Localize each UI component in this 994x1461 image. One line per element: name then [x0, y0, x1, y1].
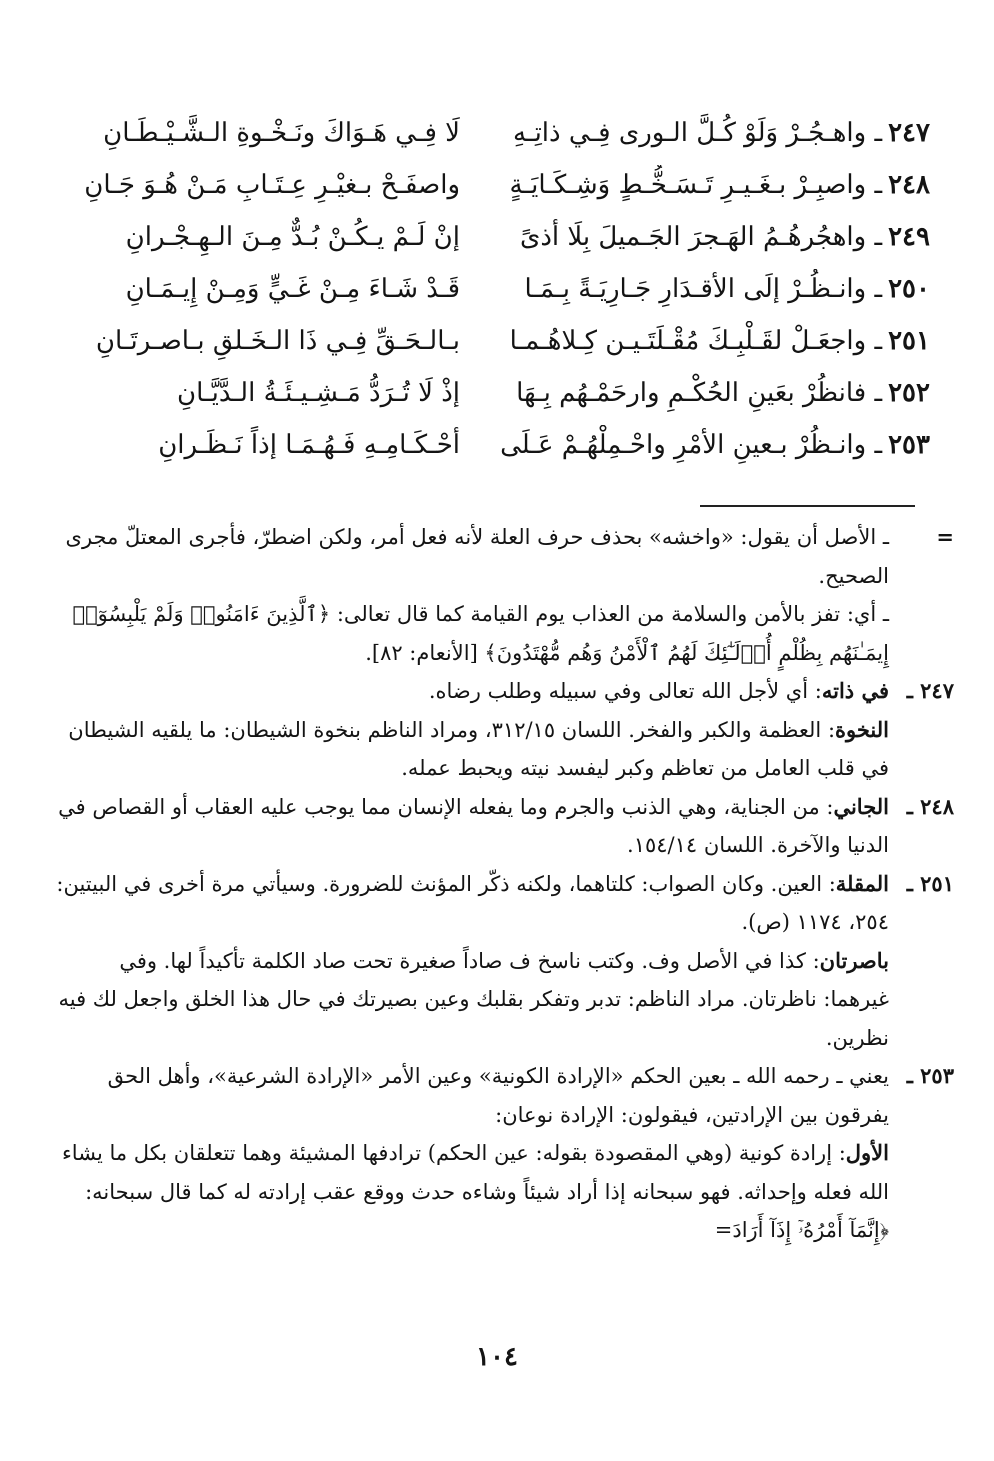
verse-number: ٢٥١: [888, 326, 930, 356]
continuation-mark: =: [936, 524, 954, 549]
poem-verses: [40, 105, 930, 469]
verse-number: ٢٤٩: [888, 222, 930, 252]
footnote-number: ٢٥١ ـ: [906, 870, 954, 896]
footnote-term: الأول: [845, 1140, 889, 1165]
verse-second-hemistich: إذْ لَا تُـرَدُّ مَـشِـيـئَـةُ الـدَّيَّـانِ: [177, 378, 460, 408]
verse-text: ـ وانـظُـرْ إلَى الأقـدَارِ جَـارِيَـةً بِـمَـا: [524, 274, 883, 304]
verse-first-hemistich: [490, 321, 930, 361]
footnote-247-continued: [54, 711, 954, 788]
verse-number: ٢٥٢: [888, 378, 930, 408]
footnote-text: : من الجناية، وهي الذنب والجرم وما يفعله الإنسان مما يوجب عليه العقاب أو القصاص في الدنيا والآخرة. اللسان ١٥٤/١٤.: [58, 794, 889, 857]
footnote-term: النخوة: [835, 716, 889, 742]
verse-first-hemistich: [490, 373, 930, 413]
verse-second-hemistich: إنْ لَـمْ يـكُـنْ بُـدٌّ مِـنَ الـهِـجْـرانِ: [125, 222, 460, 252]
footnote-term: باصرتان: [819, 947, 889, 973]
verse-text: ـ وانـظُرْ بـعينِ الأمْرِ واحْـمِلْهُـمْ عَـلَى: [500, 430, 883, 460]
verse-250: [40, 261, 930, 313]
verse-text: ـ واجعَـلْ لقَـلْبِـكَ مُقْـلَتَـيـن كِـلاهُـمـا: [509, 326, 883, 356]
verse-249: [40, 209, 930, 261]
verse-first-hemistich: [490, 269, 930, 309]
footnote-text: يعني ـ رحمه الله ـ بعين الحكم «الإرادة الكونية» وعين الأمر «الإرادة الشرعية»، وأهل الحق يفرقون بين الإرادتين، فيقولون: الإرادة نوعان:: [107, 1064, 889, 1127]
verse-first-hemistich: [490, 217, 930, 257]
verse-247: [40, 105, 930, 157]
footnote-253-continued: [54, 1134, 954, 1250]
verse-first-hemistich: [490, 165, 930, 205]
verse-second-hemistich: لَا فِـي هَـوَاكَ ونَـخْـوةِ الـشَّـيْـطَـانِ: [103, 118, 460, 148]
footnote-separator: [700, 505, 915, 507]
footnotes: [54, 518, 954, 1250]
verse-number: ٢٤٨: [888, 170, 930, 200]
footnote-text: : كذا في الأصل وف. وكتب ناسخ ف صاداً صغيرة تحت صاد الكلمة تأكيداً لها. وفي غيرهما: ناظرتان. مراد الناظم: تدبر وتفكر بقلبك وعين بصيرتك في حال هذا الخلق واجعل لك فيه نظرين.: [58, 948, 889, 1050]
verse-253: [40, 417, 930, 469]
footnote-253: [54, 1057, 954, 1134]
verse-248: [40, 157, 930, 209]
verse-text: ـ واهجُرهُـمُ الهَـجرَ الجَـميلَ بِلَا أذىً: [520, 222, 883, 252]
verse-number: ٢٤٧: [888, 118, 930, 148]
footnote-251: [54, 865, 954, 942]
verse-number: ٢٥٠: [888, 274, 930, 304]
verse-second-hemistich: بـالـحَـقِّ فِـي ذَا الـخَـلقِ بـاصـرتَـانِ: [95, 326, 460, 356]
verse-251: [40, 313, 930, 365]
verse-first-hemistich: [490, 425, 930, 465]
page-number: ١٠٤: [476, 1342, 518, 1372]
footnote-number: ٢٤٨ ـ: [906, 793, 954, 819]
verse-first-hemistich: [490, 113, 930, 153]
footnote-text: : إرادة كونية (وهي المقصودة بقوله: عين الحكم) ترادفها المشيئة وهما تتعلقان بكل ما يشاء الله فعله وإحداثه. فهو سبحانه إذا أراد شيئاً وشاءه حدث ووقع عقب إرادته له كما قال سبحانه: ﴿إِنَّمَآ أَمْرُهُۥٓ إِذَآ أَرَادَ=: [61, 1141, 889, 1242]
verse-text: ـ فانظُرْ بعَينِ الحُكْـمِ وارحَمْـهُم بِـهَا: [516, 378, 883, 408]
footnote-number: ٢٤٧ ـ: [906, 678, 954, 703]
footnote-term: المقلة: [835, 870, 889, 896]
footnote-248: [54, 788, 954, 865]
footnote-continuation: [54, 518, 954, 672]
footnote-number: ٢٥٣ ـ: [906, 1063, 954, 1088]
verse-second-hemistich: واصفَـحْ بـغيْـرِ عِـتَـابِ مَـنْ هُـوَ جَـانِ: [84, 170, 460, 200]
footnote-text: : العين. وكان الصواب: كلتاهما، ولكنه ذكّر المؤنث للضرورة. وسيأتي مرة أخرى في البيتين: ٢٥٤، ١١٧٤ (ص).: [56, 871, 889, 934]
footnote-term: في ذاته: [821, 678, 889, 703]
footnote-term: الجاني: [833, 793, 889, 819]
verse-second-hemistich: أحْـكَـامِـهِ فَـهُـمَـا إذاً نَـظَـرانِ: [158, 430, 460, 460]
verse-text: ـ واهـجُـرْ وَلَوْ كُـلَّ الـورى فِـي ذاتِـهِ: [513, 118, 883, 148]
footnote-text: ـ الأصل أن يقول: «واخشه» بحذف حرف العلة لأنه فعل أمر، ولكن اضطرّ، فأجرى المعتلّ مجرى الصحيح.: [65, 525, 889, 588]
footnote-text: : العظمة والكبر والفخر. اللسان ٣١٢/١٥، ومراد الناظم بنخوة الشيطان: ما يلقيه الشيطان في قلب العامل من تعاظم وكبر ليفسد نيته ويحبط عمله.: [68, 717, 889, 780]
footnote-text: : أي لأجل الله تعالى وفي سبيله وطلب رضاه.: [428, 679, 822, 703]
verse-252: [40, 365, 930, 417]
footnote-247: [54, 672, 954, 711]
verse-second-hemistich: قَـدْ شَـاءَ مِـنْ غَـيٍّ وَمِـنْ إِيـمَـانِ: [125, 274, 460, 304]
verse-number: ٢٥٣: [888, 430, 930, 460]
footnote-text: ـ أي: تفز بالأمن والسلامة من العذاب يوم القيامة كما قال تعالى: ﴿ٱلَّذِينَ ءَامَنُوا۟ وَلَمْ يَلْبِسُوٓا۟ إِيمَـٰنَهُم بِظُلْمٍ أُو۟لَـٰٓئِكَ لَهُمُ ٱلْأَمْنُ وَهُم مُّهْتَدُونَ﴾ [الأنعام: ٨٢].: [72, 602, 889, 665]
footnote-251-continued: [54, 942, 954, 1058]
verse-text: ـ واصبِـرْ بـغَـيـرِ تَـسَـخُّـطٍ وَشِـكَـايَـةٍ: [509, 170, 883, 200]
